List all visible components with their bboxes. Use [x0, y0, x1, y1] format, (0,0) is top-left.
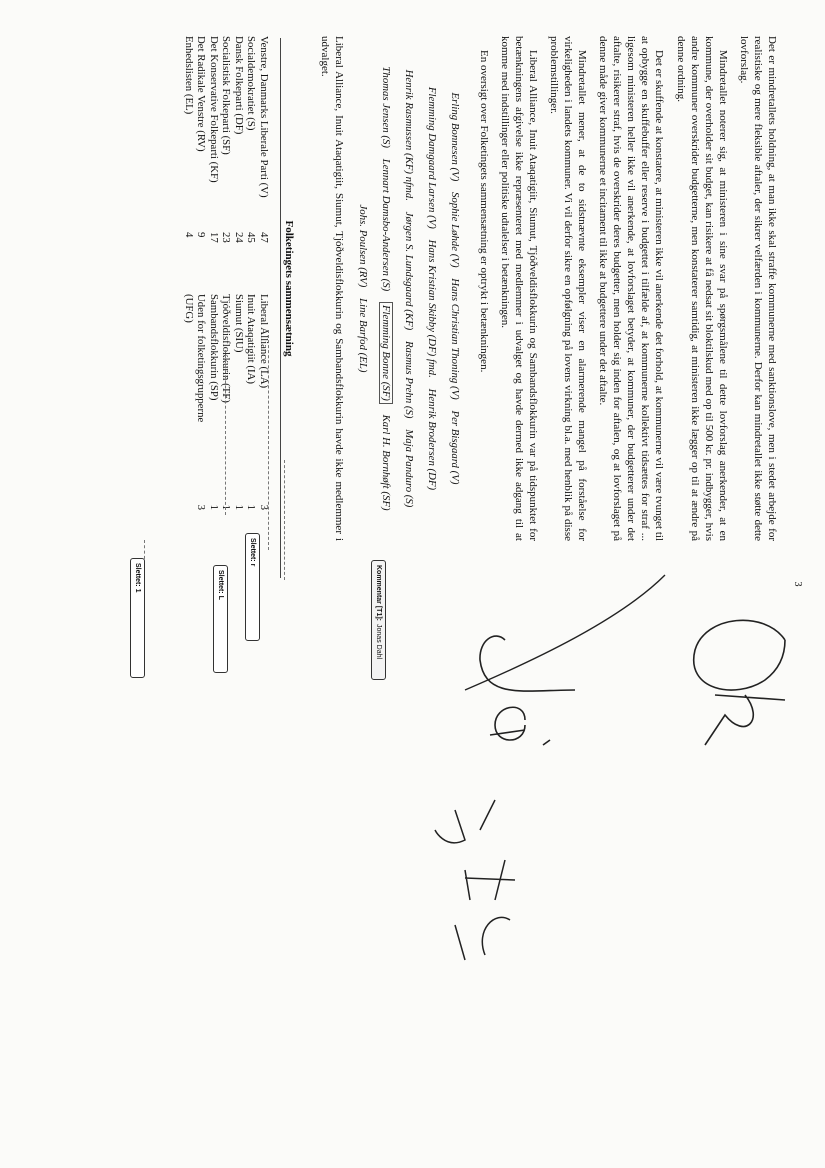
closing-paragraph: Liberal Alliance, Inuit Ataqatigiit, Siumut, Tjóðveldisflokkurin og Sambandsflokkurin havde ikke medlemmer i udvalget.: [318, 36, 345, 541]
party-name: Socialistisk Folkeparti (SF): [220, 36, 233, 155]
party-name: Inuit Ataqatigiit (IA): [245, 294, 258, 384]
party-seats: 9: [195, 232, 208, 238]
party-seats: 1: [245, 504, 258, 510]
paragraph: Mindretallet noterer sig, at ministeren i sine svar på spørgsmålene til dette lovforslag anerkender, at en kommune, der overholder sit budget, kan risikere at få nedsat sit bloktilskud med op til 500 kr. pr. indbygger, hvis andre kommuner overskrider budgetterne, men konstaterer samtidig, at ministeren ikke lægger op til at ændre på denne ordning.: [674, 36, 729, 541]
party-seats: 45: [245, 232, 258, 243]
paragraph: Det er mindretallets holdning, at man ikke skal straffe kommunerne med sanktionslove, men i stedet arbejde for realistiske og mere fleksible aftaler, der sikrer velfærden i kommunerne. Derfor kan mindretallet ikke støtte dette lovforslag.: [737, 36, 778, 541]
party-name: Sambandsflokkurin (SP): [207, 294, 220, 401]
signature-name: Henrik Brodersen (DF): [425, 388, 438, 491]
party-name: Venstre, Danmarks Liberale Parti (V): [257, 36, 270, 198]
signature-name: Line Barfod (EL): [356, 298, 369, 373]
party-name: (UFG): [183, 294, 196, 323]
party-seats: 3: [195, 504, 208, 510]
annotation-text: Slettet: r: [249, 538, 256, 567]
party-name: Uden for folketingsgrupperne: [195, 294, 208, 423]
signature-name: Karl H. Bornhøft (SF): [379, 414, 392, 511]
party-seats: 4: [183, 232, 196, 238]
party-seats: 24: [232, 232, 245, 243]
signature-name: Erling Bonnesen (V): [448, 92, 461, 182]
paragraph: En oversigt over Folketingets sammensætning er optrykt i betænkningen.: [477, 50, 490, 373]
signature-name: Thomas Jensen (S): [379, 66, 392, 148]
party-name: Det Radikale Venstre (RV): [195, 36, 208, 152]
comment-label: Kommentar [T1]:: [375, 565, 382, 622]
comment-author: Jonas Dahl: [375, 624, 382, 660]
party-seats: 23: [220, 232, 233, 243]
signature-name: Lennart Damsbo-Andersen (S): [379, 158, 392, 292]
party-name: Tjóðveldisflokkurin (TF): [220, 294, 233, 403]
annotation-text: Slettet: 1: [134, 563, 141, 593]
signature-name: Hans Christian Thoning (V): [448, 278, 461, 400]
party-name: Socialdemokratiet (S): [245, 36, 258, 131]
party-name: Liberal Alliance (LA): [257, 294, 270, 389]
party-seats: 17: [207, 232, 220, 243]
party-seats: 3: [257, 504, 270, 510]
party-seats: 1: [232, 504, 245, 510]
signature-name: Henrik Rasmussen (KF) nfmd.: [402, 69, 415, 201]
signature-name: Per Bisgaard (V): [448, 410, 461, 485]
composition-heading: Folketingets sammensætning: [282, 220, 295, 357]
signature-name: Jørgen S. Lundsgaard (KF): [402, 211, 415, 331]
party-seats: 47: [257, 232, 270, 243]
party-name: Det Konservative Folkeparti (KF): [207, 36, 220, 183]
signature-name: Johs. Poulsen (RV): [356, 204, 369, 288]
signature-name-commented[interactable]: Flemming Bonne (SF): [379, 302, 393, 404]
party-name: Siumut (SIU): [232, 294, 245, 353]
party-seats: 1: [207, 504, 220, 510]
signature-name: Sophie Løhde (V): [448, 192, 461, 268]
paragraph: Liberal Alliance, Inuit Ataqatigiit, Siumut, Tjóðveldisflokkurin og Sambandsflokkurin var på tidspunktet for betænkningens afgivelse ikke repræsenteret med medlemmer i udvalget og havde dermed ikke adgang til at komme med indstillinger eller politiske udtalelser i betænkningen.: [498, 36, 539, 541]
signature-name: Rasmus Prehn (S): [402, 340, 415, 419]
signature-name: Flemming Damgaard Larsen (V): [425, 86, 438, 229]
paragraph: Det er skuffende at konstatere, at ministeren ikke vil anerkende det forhold, at kommunerne vil være tvunget til at opbygge en skuffebuffer eller reserve i budgettet i tilfælde af, at kommunerne kollektivt tidsættes for straf ... ligesom ministeren heller ikke vil anerkende, at lovforslaget betyder, at kommuner, der budgetterer under det aftalte, risikerer straf, hvis de overskrider deres budgetter, men holder sig inden for aftalen, og at lovforslaget på denne måde giver kommunerne et incitament til ikke at budgettere under det aftalte.: [597, 36, 666, 541]
signature-name: Hans Kristian Skibby (DF) fmd.: [425, 239, 438, 378]
paragraph: Mindretallet mener, at de to sidstnævnte eksempler viser en alarmerende mangel på forståelse for virkeligheden i landets kommuner. Vi vil derfor sikre en opfølgning på lovens virkning bl.a. med henblik på disse problemstillinger.: [547, 36, 589, 541]
party-name: Enhedslisten (EL): [183, 36, 196, 115]
party-name: Dansk Folkeparti (DF): [232, 36, 245, 135]
annotation-text: Slettet: L: [217, 570, 224, 600]
page-number: 3: [792, 581, 803, 587]
signature-name: Maja Panduro (S): [402, 429, 415, 508]
party-seats: 1: [220, 504, 233, 510]
